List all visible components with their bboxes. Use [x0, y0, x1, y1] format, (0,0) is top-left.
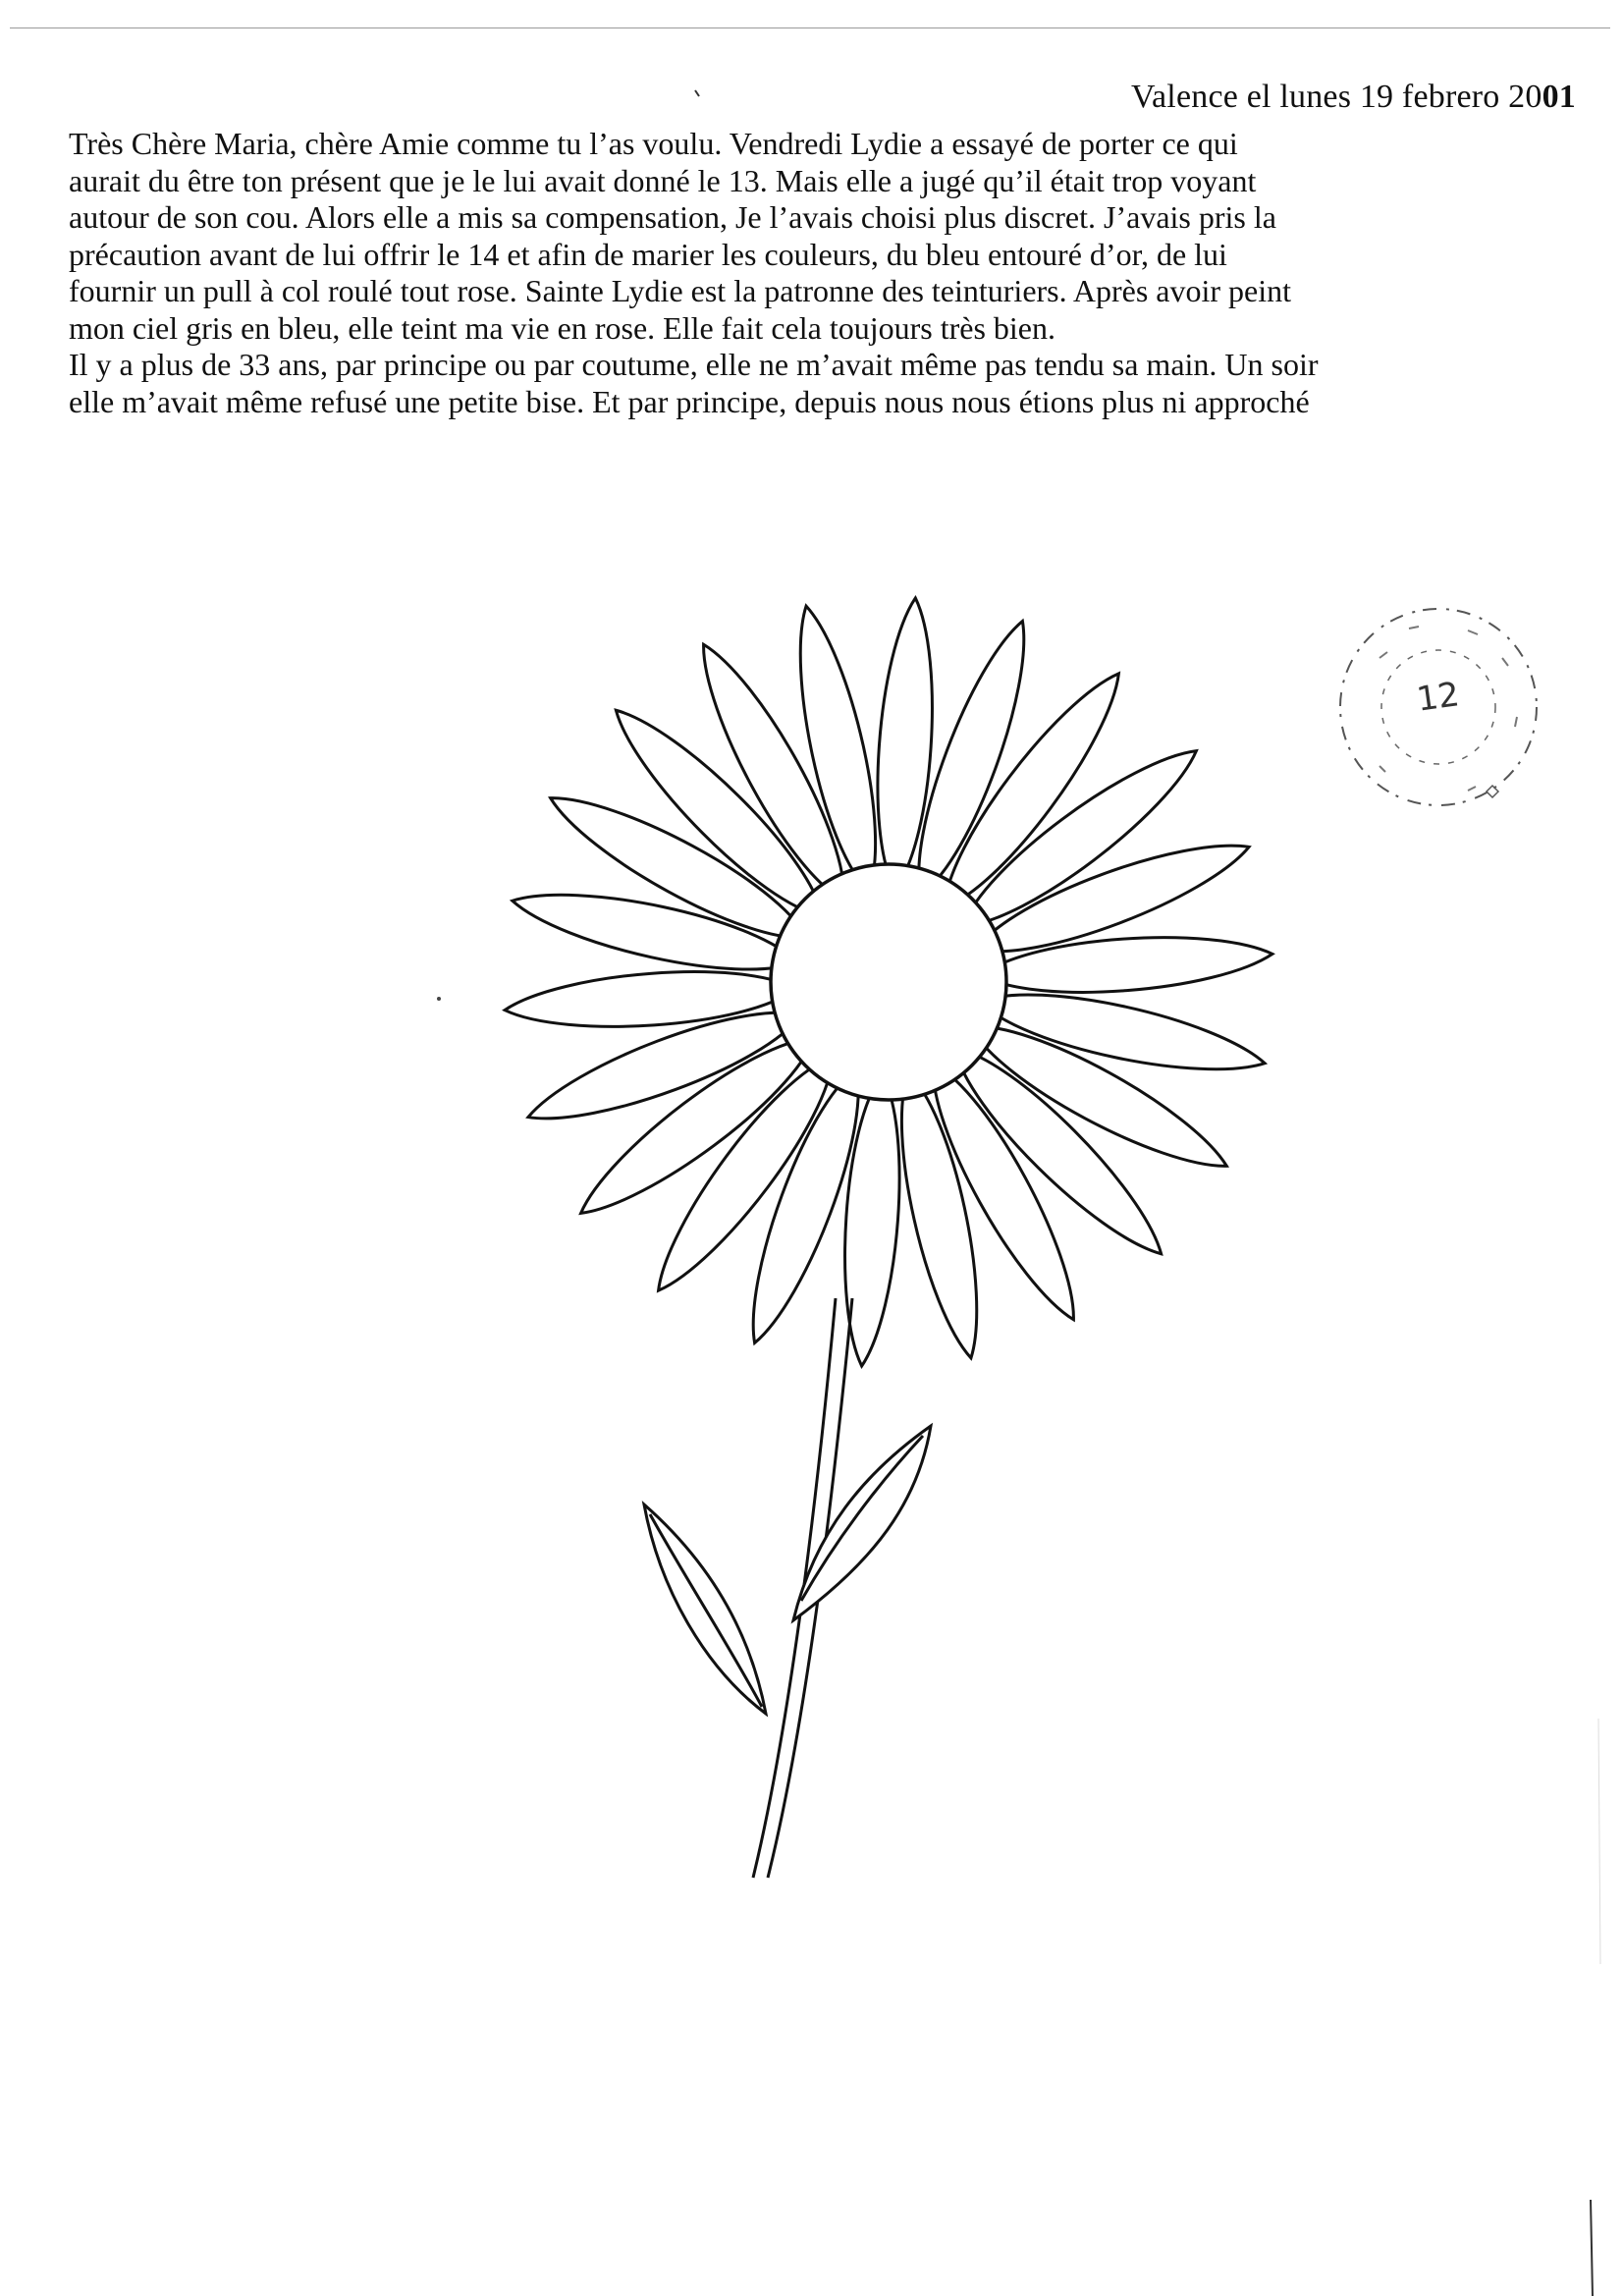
letter-line: autour de son cou. Alors elle a mis sa compensation, Je l’avais choisi plus discret. J’avais pris la [69, 199, 1276, 235]
letter-line: précaution avant de lui offrir le 14 et afin de marier les couleurs, du bleu entouré d’or, de lui [69, 236, 1227, 272]
letter-line: Très Chère Maria, chère Amie comme tu l’as voulu. Vendredi Lydie a essayé de porter ce qui [69, 126, 1238, 161]
letter-line: Il y a plus de 33 ans, par principe ou par coutume, elle ne m’avait même pas tendu sa main. Un soir [69, 347, 1319, 382]
letter-line: fournir un pull à col roulé tout rose. Sainte Lydie est la patronne des teinturiers. Après avoir peint [69, 273, 1292, 308]
letter-line: mon ciel gris en bleu, elle teint ma vie en rose. Elle fait cela toujours très bien. [69, 309, 1055, 346]
letter-date-main: Valence el lunes 19 febrero 20 [1131, 79, 1542, 115]
letter-line: elle m’avait même refusé une petite bise. Et par principe, depuis nous nous étions plus ni approché [69, 383, 1310, 419]
letter-date-year-end: 01 [1542, 79, 1576, 115]
letter-line: aurait du être ton présent que je le lui avait donné le 13. Mais elle a jugé qu’il était trop voyant [69, 162, 1257, 198]
stamp-number: 12 [1414, 675, 1462, 720]
